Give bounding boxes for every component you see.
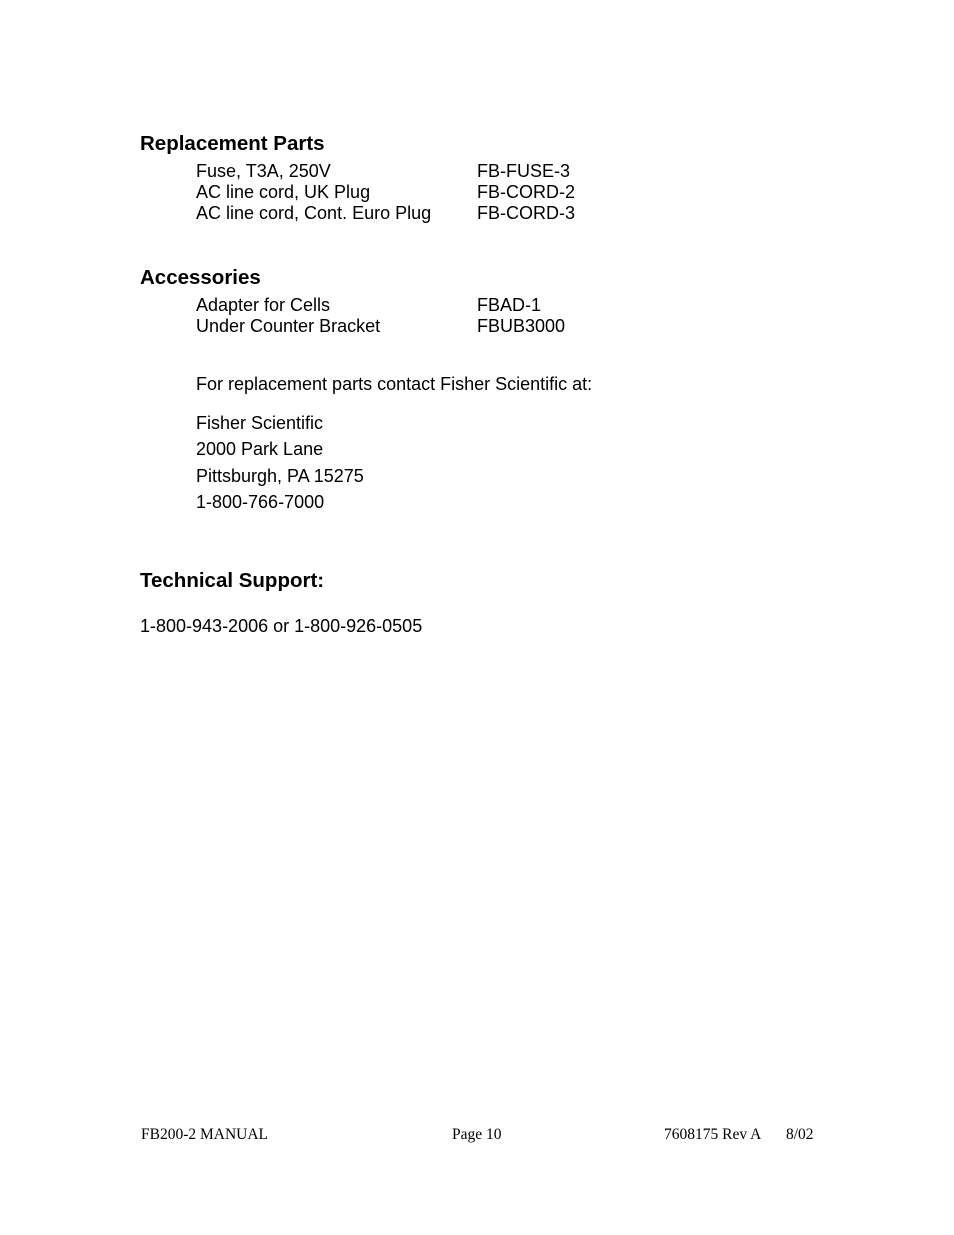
footer-manual-title: FB200-2 MANUAL	[141, 1126, 269, 1143]
part-description: Fuse, T3A, 250V	[196, 161, 331, 181]
part-number: FB-CORD-2	[477, 182, 575, 202]
accessory-description: Adapter for Cells	[196, 295, 331, 315]
technical-support-heading: Technical Support:	[140, 569, 325, 592]
support-phone-numbers: 1-800-943-2006 or 1-800-926-0505	[140, 616, 423, 636]
replacement-parts-heading: Replacement Parts	[140, 132, 325, 155]
accessory-part-number: FBUB3000	[477, 316, 566, 336]
contact-company: Fisher Scientific	[196, 413, 324, 433]
part-number: FB-CORD-3	[477, 203, 575, 223]
footer-date: 8/02	[786, 1126, 814, 1143]
part-description: AC line cord, UK Plug	[196, 182, 371, 202]
part-description: AC line cord, Cont. Euro Plug	[196, 203, 432, 223]
contact-city: Pittsburgh, PA 15275	[196, 466, 364, 486]
accessory-part-number: FBAD-1	[477, 295, 542, 315]
part-number: FB-FUSE-3	[477, 161, 571, 181]
contact-phone: 1-800-766-7000	[196, 492, 325, 512]
footer-document-number: 7608175 Rev A	[664, 1126, 762, 1143]
contact-intro: For replacement parts contact Fisher Scientific at:	[196, 374, 593, 394]
contact-street: 2000 Park Lane	[196, 439, 324, 459]
footer-page-number: Page 10	[452, 1126, 502, 1143]
accessory-description: Under Counter Bracket	[196, 316, 381, 336]
accessories-heading: Accessories	[140, 266, 261, 289]
